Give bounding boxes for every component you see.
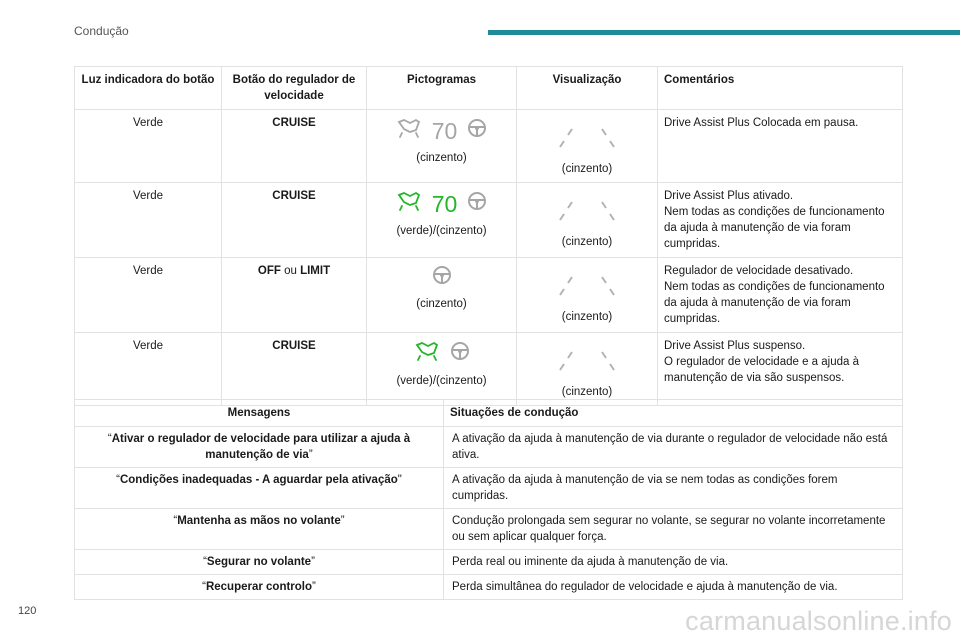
table-row (75, 509, 903, 550)
messages-table (74, 399, 903, 600)
button-off: OFF (257, 265, 281, 277)
pictogram-caption: (verde)/(cinzento) (396, 225, 487, 237)
pictograms (373, 190, 510, 217)
situation-cell: A ativação da ajuda à manutenção de via se nem todas as condições forem cumpridas. (444, 468, 903, 509)
lane-markings-icon (523, 121, 651, 151)
col-header-button: Botão do regulador de velocidade (222, 67, 367, 110)
display-caption: (cinzento) (561, 163, 613, 175)
message-cell: “Ativar o regulador de velocidade para utilizar a ajuda à manutenção de via” (75, 427, 444, 468)
header-accent-bar (488, 30, 960, 35)
lane-markings-icon (523, 194, 651, 224)
message-cell: “Condições inadequadas - A aguardar pela ativação" (75, 468, 444, 509)
situation-cell: A ativação da ajuda à manutenção de via durante o regulador de velocidade não está ativa. (444, 427, 903, 468)
comment-line: Drive Assist Plus suspenso. (664, 340, 806, 352)
situation-cell: Condução prolongada sem segurar no volante, se segurar no volante incorretamente ou sem aplicar qualquer força. (444, 509, 903, 550)
message-text: Recuperar controlo (205, 581, 313, 593)
button-cell: CRUISE (272, 340, 316, 352)
steering-wheel-icon (450, 341, 470, 366)
col-header-pictograms: Pictogramas (367, 67, 517, 110)
section-title: Condução (74, 24, 129, 38)
indicator-table (74, 66, 903, 406)
light-cell: Verde (75, 258, 222, 333)
lane-assist-icon (396, 190, 422, 217)
light-cell: Verde (75, 110, 222, 183)
lane-markings-icon (523, 269, 651, 299)
comment-line: O regulador de velocidade e a ajuda à manutenção de via são suspensos. (664, 356, 860, 384)
message-cell: “Mantenha as mãos no volante” (75, 509, 444, 550)
comment-line: Nem todas as condições de funcionamento da ajuda à manutenção de via foram cumpridas. (664, 206, 885, 250)
message-text: Segurar no volante (206, 556, 312, 568)
table-row (75, 183, 903, 258)
light-cell: Verde (75, 333, 222, 406)
lane-assist-icon (396, 117, 422, 144)
pictograms (373, 265, 510, 290)
pictogram-caption: (verde)/(cinzento) (396, 375, 487, 387)
comment-line: Drive Assist Plus Colocada em pausa. (664, 117, 859, 129)
situation-cell: Perda simultânea do regulador de velocidade e ajuda à manutenção de via. (444, 575, 903, 600)
table-row (75, 427, 903, 468)
table-row (75, 333, 903, 406)
message-text: Condições inadequadas - A aguardar pela ativação (119, 474, 398, 486)
lane-markings-icon (523, 344, 651, 374)
col-header-light: Luz indicadora do botão (75, 67, 222, 110)
display-caption: (cinzento) (561, 311, 613, 323)
col-header-messages: Mensagens (75, 400, 444, 427)
steering-wheel-icon (467, 191, 487, 216)
button-cell: CRUISE (272, 117, 316, 129)
speed-value: 70 (431, 117, 458, 144)
comment-line: Nem todas as condições de funcionamento da ajuda à manutenção de via foram cumpridas. (664, 281, 885, 325)
button-cell (222, 258, 367, 333)
pictograms (373, 117, 510, 144)
steering-wheel-icon (432, 265, 452, 290)
message-cell: “Segurar no volante” (75, 550, 444, 575)
display-caption: (cinzento) (561, 236, 613, 248)
comment-line: Regulador de velocidade desativado. (664, 265, 854, 277)
message-cell: “Recuperar controlo” (75, 575, 444, 600)
speed-value: 70 (431, 190, 458, 217)
button-cell: CRUISE (272, 190, 316, 202)
indicator-table-header (75, 67, 903, 110)
table-row (75, 110, 903, 183)
lane-assist-icon (414, 340, 440, 367)
col-header-comments: Comentários (658, 67, 903, 110)
messages-table-header (75, 400, 903, 427)
table-row (75, 550, 903, 575)
col-header-situations: Situações de condução (444, 400, 903, 427)
steering-wheel-icon (467, 118, 487, 143)
button-or: ou (284, 265, 297, 277)
table-row (75, 468, 903, 509)
message-text: Mantenha as mãos no volante (177, 515, 341, 527)
page-number: 120 (18, 605, 37, 617)
watermark: carmanualsonline.info (685, 606, 952, 636)
pictogram-caption: (cinzento) (416, 298, 467, 310)
comment-line: Drive Assist Plus ativado. (664, 190, 794, 202)
pictograms (373, 340, 510, 367)
table-row (75, 575, 903, 600)
light-cell: Verde (75, 183, 222, 258)
display-caption: (cinzento) (561, 386, 613, 398)
button-limit: LIMIT (300, 265, 331, 277)
table-row (75, 258, 903, 333)
col-header-display: Visualização (517, 67, 658, 110)
message-text: Ativar o regulador de velocidade para utilizar a ajuda à manutenção de via (111, 433, 411, 461)
pictogram-caption: (cinzento) (416, 152, 467, 164)
situation-cell: Perda real ou iminente da ajuda à manutenção de via. (444, 550, 903, 575)
